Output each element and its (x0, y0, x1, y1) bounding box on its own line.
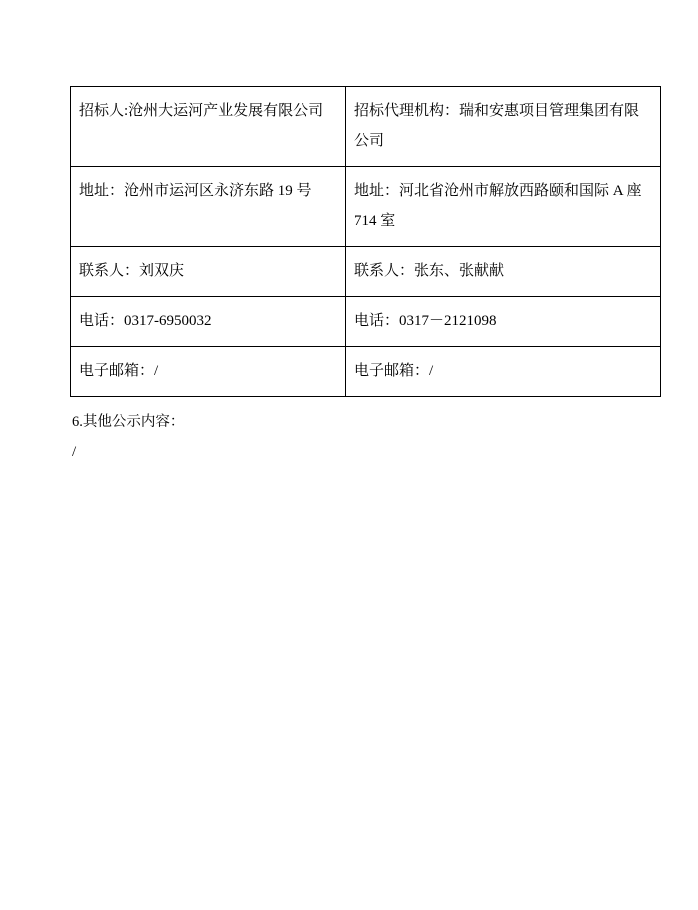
tenderer-phone-text: 电话：0317-6950032 (79, 313, 212, 329)
other-notice-section (70, 407, 628, 467)
table-cell-tenderer-email (71, 347, 346, 397)
contact-info-table (70, 86, 661, 397)
table-cell-agency-email (346, 347, 661, 397)
table-cell-agency-address (346, 167, 661, 247)
tenderer-address-text: 地址：沧州市运河区永济东路 19 号 (79, 183, 312, 199)
tenderer-contact-text: 联系人：刘双庆 (79, 263, 185, 279)
other-notice-content: / (72, 444, 77, 460)
other-notice-heading: 6.其他公示内容： (72, 414, 185, 430)
agency-email-text: 电子邮箱：/ (354, 363, 434, 379)
table-row (71, 297, 661, 347)
table-row (71, 247, 661, 297)
table-row (71, 87, 661, 167)
table-cell-agency (346, 87, 661, 167)
agency-address-text: 地址：河北省沧州市解放西路颐和国际 A 座 714 室 (354, 183, 642, 229)
table-cell-agency-contact (346, 247, 661, 297)
tenderer-name-text: 招标人:沧州大运河产业发展有限公司 (79, 103, 324, 119)
table-body (71, 87, 661, 397)
agency-phone-text: 电话：0317－2121098 (354, 313, 497, 329)
table-row (71, 167, 661, 247)
table-row (71, 347, 661, 397)
table-cell-agency-phone (346, 297, 661, 347)
table-cell-tenderer-address (71, 167, 346, 247)
agency-name-text: 招标代理机构：瑞和安惠项目管理集团有限公司 (354, 103, 640, 149)
table-cell-tenderer-contact (71, 247, 346, 297)
tenderer-email-text: 电子邮箱：/ (79, 363, 159, 379)
agency-contact-text: 联系人：张东、张献献 (354, 263, 505, 279)
table-cell-tenderer (71, 87, 346, 167)
table-cell-tenderer-phone (71, 297, 346, 347)
